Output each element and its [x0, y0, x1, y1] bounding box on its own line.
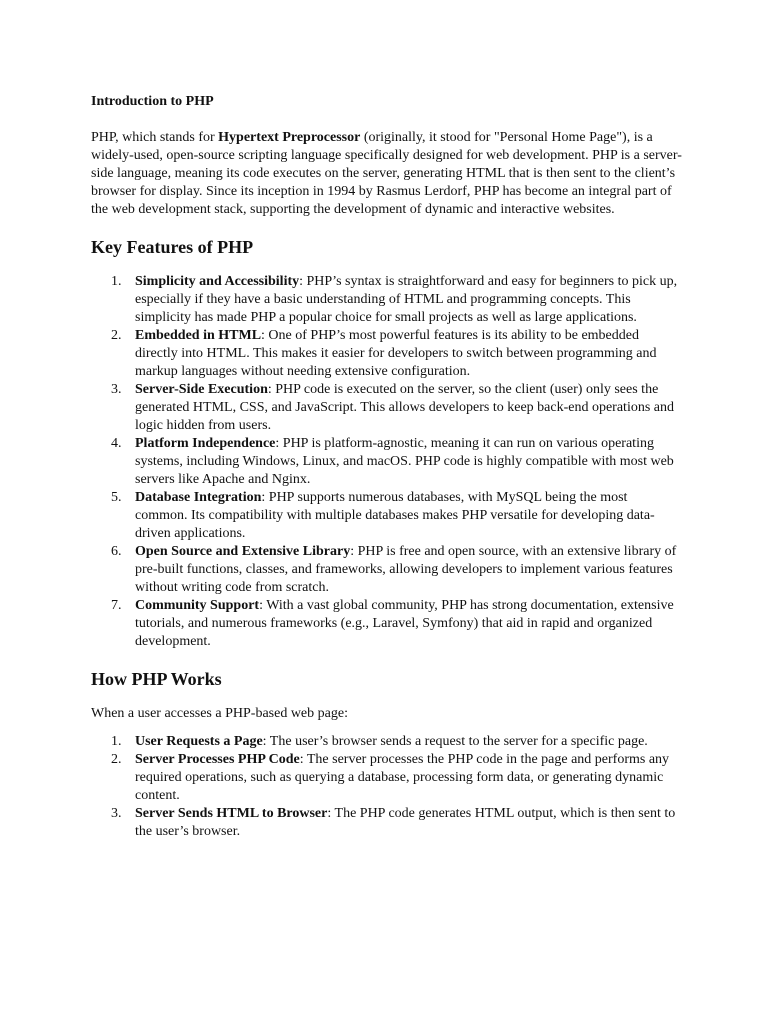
list-number: 1.: [111, 734, 122, 749]
step-term: Server Sends HTML to Browser: [135, 806, 328, 821]
feature-term: Community Support: [135, 598, 260, 613]
feature-term: Server-Side Execution: [135, 382, 268, 397]
feature-term: Open Source and Extensive Library: [135, 544, 351, 559]
step-text: : The user’s browser sends a request to the server for a specific page.: [262, 734, 648, 749]
list-number: 2.: [111, 752, 122, 767]
feature-term: Platform Independence: [135, 436, 276, 451]
list-number: 5.: [111, 490, 122, 505]
document-title: Introduction to PHP: [91, 94, 214, 109]
how-it-works-lead: When a user accesses a PHP-based web page:: [91, 706, 348, 721]
list-item: [91, 733, 683, 751]
list-number: 2.: [111, 328, 122, 343]
list-number: 7.: [111, 598, 122, 613]
feature-term: Database Integration: [135, 490, 262, 505]
step-term: User Requests a Page: [135, 734, 263, 749]
features-list: [91, 273, 683, 651]
step-text: : The PHP code generates HTML output, which is then sent to the user’s browser.: [135, 806, 676, 839]
document-page: [91, 93, 683, 841]
list-number: 4.: [111, 436, 122, 451]
intro-text-before: PHP, which stands for: [91, 130, 219, 145]
list-number: 6.: [111, 544, 122, 559]
list-item: [91, 805, 683, 841]
feature-text: : PHP’s syntax is straightforward and easy for beginners to pick up, especially if they have a basic understanding of HTML and programming concepts. This simplicity has made PHP a popular choice for small projects as well as large applications.: [135, 274, 678, 325]
list-item: [91, 751, 683, 805]
intro-paragraph: [91, 129, 683, 219]
feature-text: : PHP code is executed on the server, so the client (user) only sees the generated HTML, CSS, and JavaScript. This allows developers to keep back-end operations and logic hidden from users.: [135, 382, 674, 433]
list-number: 3.: [111, 806, 122, 821]
feature-text: : One of PHP’s most powerful features is its ability to be embedded directly into HTML. This makes it easier for developers to switch between programming and markup languages without needing extensive configuration.: [135, 328, 657, 379]
list-item: [91, 489, 683, 543]
list-item: [91, 327, 683, 381]
feature-term: Embedded in HTML: [135, 328, 262, 343]
list-item: [91, 381, 683, 435]
intro-bold-term: Hypertext Preprocessor: [218, 130, 361, 145]
features-heading: Key Features of PHP: [91, 237, 254, 257]
list-item: [91, 597, 683, 651]
list-number: 3.: [111, 382, 122, 397]
how-it-works-heading: How PHP Works: [91, 669, 222, 689]
step-term: Server Processes PHP Code: [135, 752, 300, 767]
feature-text: : PHP supports numerous databases, with MySQL being the most common. Its compatibility with multiple databases makes PHP versatile for developing data-driven applications.: [135, 490, 655, 541]
feature-text: : PHP is free and open source, with an extensive library of pre-built functions, classes, and frameworks, allowing developers to implement various features without writing code from scratch.: [135, 544, 677, 595]
intro-text-after: (originally, it stood for "Personal Home Page"), is a widely-used, open-source scripting language specifically designed for web development. PHP is a server-side language, meaning its code executes on the server, generating HTML that is then sent to the client’s browser for display. Since its inception in 1994 by Rasmus Lerdorf, PHP has become an integral part of the web development stack, supporting the development of dynamic and interactive websites.: [91, 130, 682, 217]
list-item: [91, 435, 683, 489]
steps-list: [91, 733, 683, 841]
list-item: [91, 543, 683, 597]
list-number: 1.: [111, 274, 122, 289]
feature-text: : With a vast global community, PHP has strong documentation, extensive tutorials, and numerous frameworks (e.g., Laravel, Symfony) that aid in rapid and organized development.: [135, 598, 674, 649]
feature-text: : PHP is platform-agnostic, meaning it can run on various operating systems, including Windows, Linux, and macOS. PHP code is highly compatible with most web servers like Apache and Nginx.: [135, 436, 674, 487]
feature-term: Simplicity and Accessibility: [135, 274, 300, 289]
step-text: : The server processes the PHP code in the page and performs any required operations, such as querying a database, processing form data, or generating dynamic content.: [135, 752, 670, 803]
list-item: [91, 273, 683, 327]
